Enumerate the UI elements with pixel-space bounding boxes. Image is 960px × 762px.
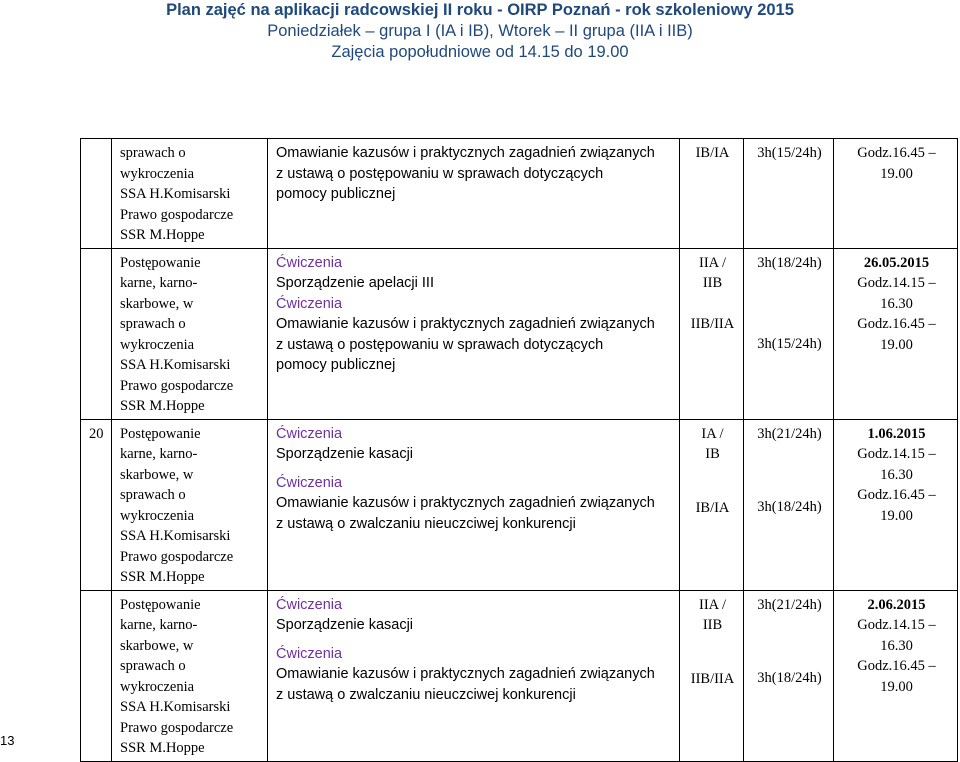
topic-line: pomocy publicznej <box>276 357 396 373</box>
group-label: IB <box>705 446 720 462</box>
time-line: 19.00 <box>880 336 913 353</box>
subject-line: sprawach o <box>120 145 186 161</box>
subject-line: SSR M.Hoppe <box>120 569 205 585</box>
subject-cell <box>112 248 268 419</box>
hours-cell <box>744 248 834 419</box>
exercise-label: Ćwiczenia <box>276 425 343 442</box>
group-label: IIA / <box>699 596 726 613</box>
date-label: 26.05.2015 <box>863 254 930 271</box>
table-row <box>81 590 958 761</box>
document-header <box>0 0 960 63</box>
subject-line: wykroczenia <box>120 507 195 524</box>
topic-line: Sporządzenie kasacji <box>276 617 414 633</box>
topic-line: Omawianie kazusów i praktycznych zagadnień związanych <box>276 316 655 332</box>
group-cell <box>680 590 744 761</box>
hours-label: 3h(18/24h) <box>757 499 822 515</box>
subject-line: Postępowanie <box>120 596 201 613</box>
group-label: IIB <box>702 275 723 291</box>
row-number-cell <box>81 139 112 249</box>
group-label: IIB/IIA <box>690 670 735 687</box>
page-number: 13 <box>0 733 15 748</box>
subject-cell <box>112 590 268 761</box>
subject-line: karne, karno- <box>120 617 198 633</box>
topic-cell <box>268 139 680 249</box>
subject-line: karne, karno- <box>120 446 198 462</box>
subject-line: skarbowe, w <box>120 466 194 483</box>
topic-line: Omawianie kazusów i praktycznych zagadnień związanych <box>276 495 655 511</box>
date-label: 2.06.2015 <box>867 596 926 613</box>
exercise-label: Ćwiczenia <box>276 596 343 613</box>
exercise-label: Ćwiczenia <box>276 474 343 491</box>
topic-line: Sporządzenie apelacji III <box>276 275 434 291</box>
table-row <box>81 248 958 419</box>
topic-cell <box>268 248 680 419</box>
subject-cell <box>112 139 268 249</box>
time-line: 19.00 <box>880 165 913 182</box>
group-schedule-line: Poniedziałek – grupa I (IA i IB), Wtorek – II grupa (IIA i IIB) <box>267 22 693 40</box>
time-line: 19.00 <box>880 507 913 524</box>
hours-label: 3h(21/24h) <box>757 425 822 442</box>
subject-line: Prawo gospodarcze <box>120 206 234 223</box>
time-line: Godz.16.45 – <box>857 316 936 332</box>
page-title: Plan zajęć na aplikacji radcowskiej II roku - OIRP Poznań - rok szkoleniowy 2015 <box>166 1 794 19</box>
time-line: Godz.14.15 – <box>857 446 936 462</box>
group-cell <box>680 419 744 590</box>
hours-cell <box>744 590 834 761</box>
date-label: 1.06.2015 <box>867 425 926 442</box>
schedule-table <box>80 138 958 762</box>
hours-cell <box>744 139 834 249</box>
table-row <box>81 139 958 249</box>
subject-line: SSA H.Komisarski <box>120 699 231 715</box>
exercise-label: Ćwiczenia <box>276 295 343 312</box>
subject-line: Prawo gospodarcze <box>120 548 234 565</box>
row-number-cell <box>81 419 112 590</box>
hours-label: 3h(18/24h) <box>757 254 822 271</box>
topic-cell <box>268 419 680 590</box>
date-cell <box>834 139 958 249</box>
table-row <box>81 419 958 590</box>
subject-line: sprawach o <box>120 487 186 503</box>
topic-line: Sporządzenie kasacji <box>276 446 414 462</box>
group-label: IA / <box>701 425 724 442</box>
topic-line: z ustawą o postępowaniu w sprawach dotyczących <box>276 336 604 353</box>
time-line: 16.30 <box>880 295 913 312</box>
date-cell <box>834 248 958 419</box>
row-number-cell <box>81 248 112 419</box>
hours-line: Zajęcia popołudniowe od 14.15 do 19.00 <box>331 43 629 61</box>
subject-line: SSR M.Hoppe <box>120 398 205 414</box>
topic-cell <box>268 590 680 761</box>
group-cell <box>680 248 744 419</box>
time-line: Godz.14.15 – <box>857 617 936 633</box>
hours-label: 3h(21/24h) <box>757 596 822 613</box>
hours-cell <box>744 419 834 590</box>
topic-line: Omawianie kazusów i praktycznych zagadnień związanych <box>276 666 655 682</box>
subject-line: sprawach o <box>120 316 186 332</box>
exercise-label: Ćwiczenia <box>276 254 343 271</box>
subject-line: SSA H.Komisarski <box>120 528 231 544</box>
subject-line: SSA H.Komisarski <box>120 186 231 202</box>
subject-line: Postępowanie <box>120 425 201 442</box>
subject-line: sprawach o <box>120 658 186 674</box>
topic-line: pomocy publicznej <box>276 186 396 202</box>
subject-cell <box>112 419 268 590</box>
subject-line: Prawo gospodarcze <box>120 377 234 394</box>
time-line: 16.30 <box>880 637 913 654</box>
row-number-cell <box>81 590 112 761</box>
subject-line: skarbowe, w <box>120 295 194 312</box>
subject-line: wykroczenia <box>120 165 195 182</box>
subject-line: skarbowe, w <box>120 637 194 654</box>
hours-label: 3h(18/24h) <box>757 670 822 686</box>
subject-line: karne, karno- <box>120 275 198 291</box>
topic-line: z ustawą o zwalczaniu nieuczciwej konkurencji <box>276 686 576 703</box>
subject-line: wykroczenia <box>120 336 195 353</box>
subject-line: Postępowanie <box>120 254 201 271</box>
subject-line: SSR M.Hoppe <box>120 227 205 243</box>
time-line: Godz.16.45 – <box>857 145 936 161</box>
hours-label: 3h(15/24h) <box>757 336 822 352</box>
date-cell <box>834 419 958 590</box>
time-line: Godz.14.15 – <box>857 275 936 291</box>
topic-line: Omawianie kazusów i praktycznych zagadnień związanych <box>276 145 655 161</box>
topic-line: z ustawą o zwalczaniu nieuczciwej konkurencji <box>276 515 576 532</box>
row-number: 20 <box>89 425 104 442</box>
time-line: Godz.16.45 – <box>857 487 936 503</box>
group-label: IB/IA <box>695 499 730 516</box>
time-line: 19.00 <box>880 678 913 695</box>
time-line: Godz.16.45 – <box>857 658 936 674</box>
subject-line: Prawo gospodarcze <box>120 719 234 736</box>
group-label: IIB/IIA <box>690 315 735 332</box>
time-line: 16.30 <box>880 466 913 483</box>
exercise-label: Ćwiczenia <box>276 645 343 662</box>
group-label: IIA / <box>699 254 726 271</box>
group-cell <box>680 139 744 249</box>
group-label: IIB <box>702 617 723 633</box>
subject-line: wykroczenia <box>120 678 195 695</box>
subject-line: SSR M.Hoppe <box>120 740 205 756</box>
date-cell <box>834 590 958 761</box>
subject-line: SSA H.Komisarski <box>120 357 231 373</box>
topic-line: z ustawą o postępowaniu w sprawach dotyczących <box>276 165 604 182</box>
group-label: IB/IA <box>695 145 730 161</box>
hours-label: 3h(15/24h) <box>757 145 822 161</box>
